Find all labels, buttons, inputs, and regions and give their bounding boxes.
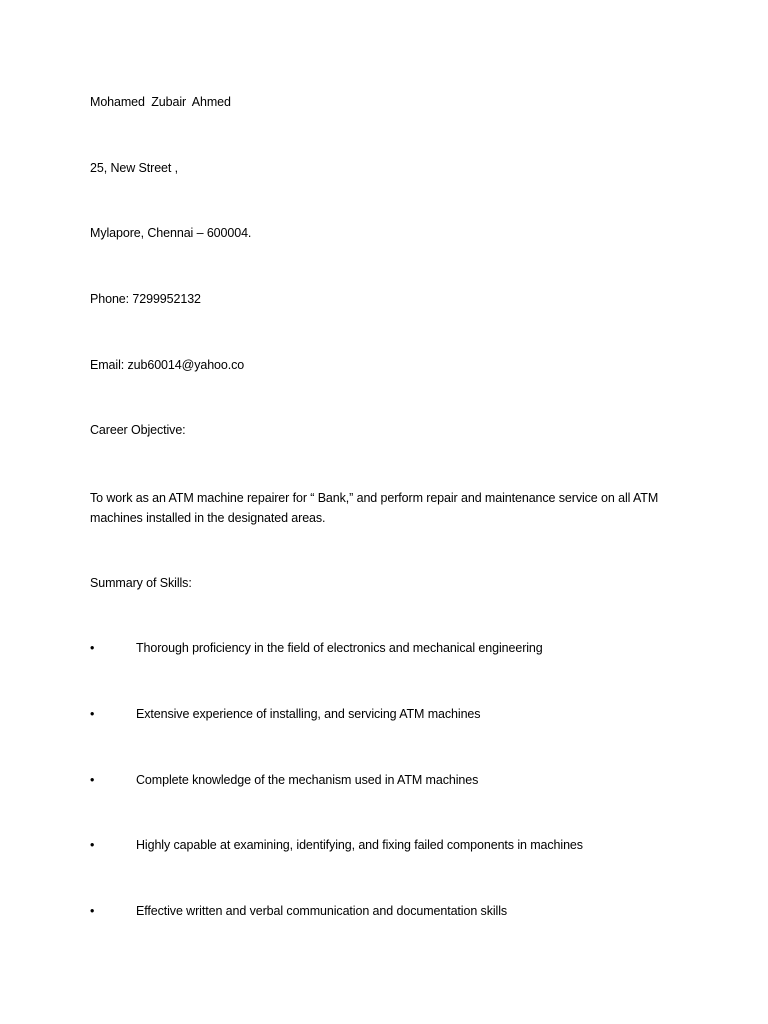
bullet-icon: • bbox=[90, 707, 95, 721]
applicant-name: Mohamed Zubair Ahmed bbox=[90, 95, 231, 109]
address-line-1: 25, New Street , bbox=[90, 161, 179, 175]
skill-list-item bbox=[90, 903, 730, 921]
skill-text: Highly capable at examining, identifying, and fixing failed components in machines bbox=[136, 838, 583, 852]
skill-list-item bbox=[90, 772, 730, 790]
email-address: Email: zub60014@yahoo.co bbox=[90, 358, 245, 372]
address-line-2: Mylapore, Chennai – 600004. bbox=[90, 226, 252, 240]
bullet-icon: • bbox=[90, 641, 95, 655]
skill-text: Complete knowledge of the mechanism used in ATM machines bbox=[136, 773, 479, 787]
skills-summary-heading: Summary of Skills: bbox=[90, 576, 192, 590]
skill-list-item bbox=[90, 837, 730, 855]
skill-text: Extensive experience of installing, and servicing ATM machines bbox=[136, 707, 481, 721]
skill-text: Thorough proficiency in the field of electronics and mechanical engineering bbox=[136, 641, 543, 655]
bullet-icon: • bbox=[90, 904, 95, 918]
bullet-icon: • bbox=[90, 773, 95, 787]
career-objective-heading: Career Objective: bbox=[90, 423, 186, 437]
skill-list-item bbox=[90, 706, 730, 724]
bullet-icon: • bbox=[90, 838, 95, 852]
career-objective-text: To work as an ATM machine repairer for “ Bank,” and perform repair and maintenance service on all ATM machines installed in the designated areas. bbox=[90, 491, 659, 525]
skill-text: Effective written and verbal communication and documentation skills bbox=[136, 904, 508, 918]
phone-number: Phone: 7299952132 bbox=[90, 292, 201, 306]
skill-list-item bbox=[90, 640, 730, 658]
